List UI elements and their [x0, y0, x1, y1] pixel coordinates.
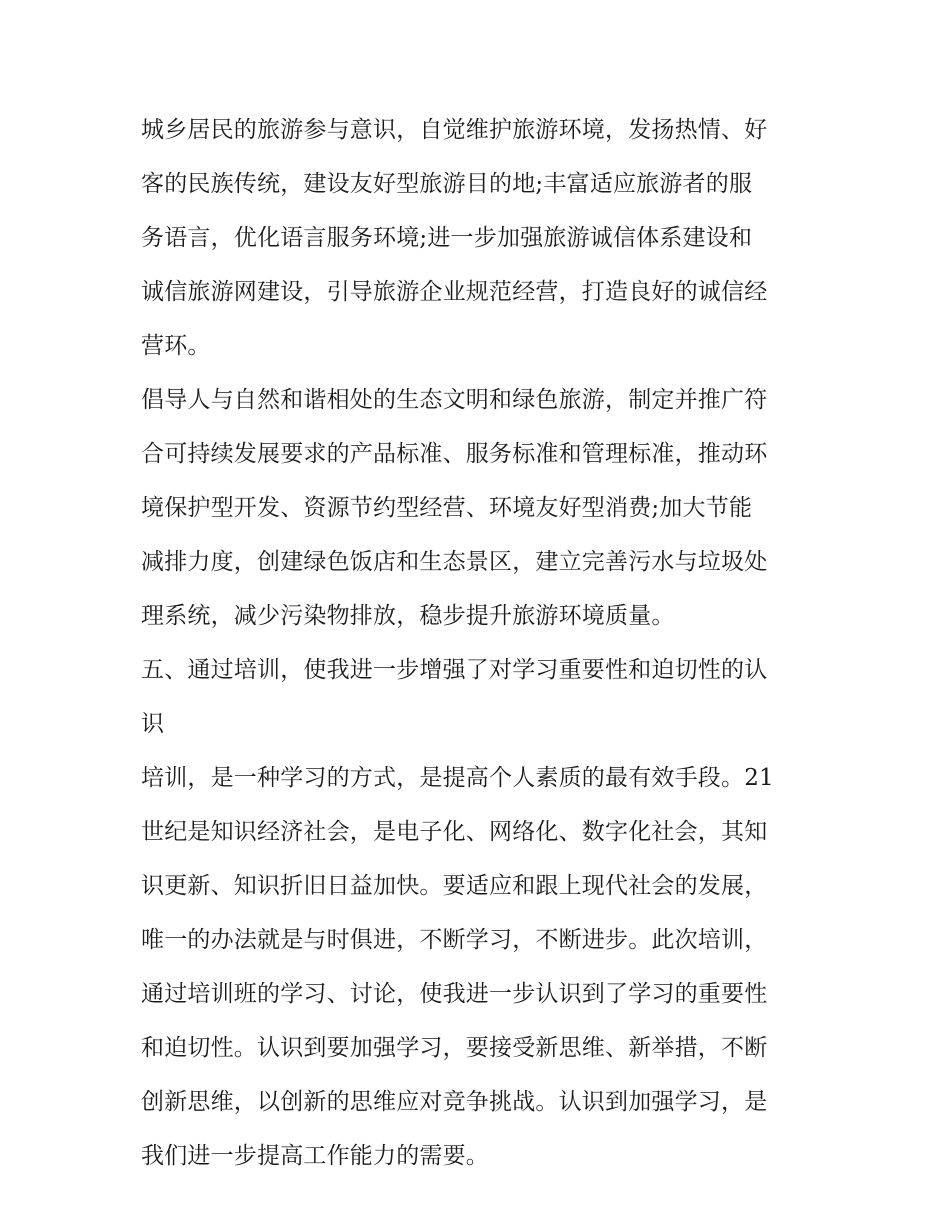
text-line: 识更新、知识折旧日益加快。要适应和跟上现代社会的发展，	[141, 873, 768, 899]
text-line: 倡导人与自然和谐相处的生态文明和绿色旅游，制定并推广符	[141, 387, 768, 413]
text-line: 营环。	[141, 333, 211, 359]
text-line: 和迫切性。认识到要加强学习，要接受新思维、新举措，不断	[141, 1035, 768, 1061]
text-line: 培训，是一种学习的方式，是提高个人素质的最有效手段。21	[141, 765, 774, 791]
section-heading: 识	[141, 711, 165, 737]
text-line: 务语言，优化语言服务环境;进一步加强旅游诚信体系建设和	[141, 225, 753, 251]
text-line: 城乡居民的旅游参与意识，自觉维护旅游环境，发扬热情、好	[141, 117, 768, 143]
text-line: 减排力度，创建绿色饭店和生态景区，建立完善污水与垃圾处	[141, 549, 768, 575]
text-line: 诚信旅游网建设，引导旅游企业规范经营，打造良好的诚信经	[141, 279, 768, 305]
text-line: 合可持续发展要求的产品标准、服务标准和管理标准，推动环	[141, 441, 768, 467]
text-line: 通过培训班的学习、讨论，使我进一步认识到了学习的重要性	[141, 981, 768, 1007]
text-line: 客的民族传统，建设友好型旅游目的地;丰富适应旅游者的服	[141, 171, 753, 197]
text-line: 世纪是知识经济社会，是电子化、网络化、数字化社会，其知	[141, 819, 768, 845]
text-line: 我们进一步提高工作能力的需要。	[141, 1143, 489, 1169]
text-line: 境保护型开发、资源节约型经营、环境友好型消费;加大节能	[141, 495, 753, 521]
text-line: 唯一的办法就是与时俱进，不断学习，不断进步。此次培训，	[141, 927, 768, 953]
text-line: 理系统，减少污染物排放，稳步提升旅游环境质量。	[141, 603, 675, 629]
text-line: 创新思维，以创新的思维应对竞争挑战。认识到加强学习，是	[141, 1089, 768, 1115]
section-heading: 五、通过培训，使我进一步增强了对学习重要性和迫切性的认	[141, 657, 768, 683]
document-body	[141, 103, 813, 1183]
